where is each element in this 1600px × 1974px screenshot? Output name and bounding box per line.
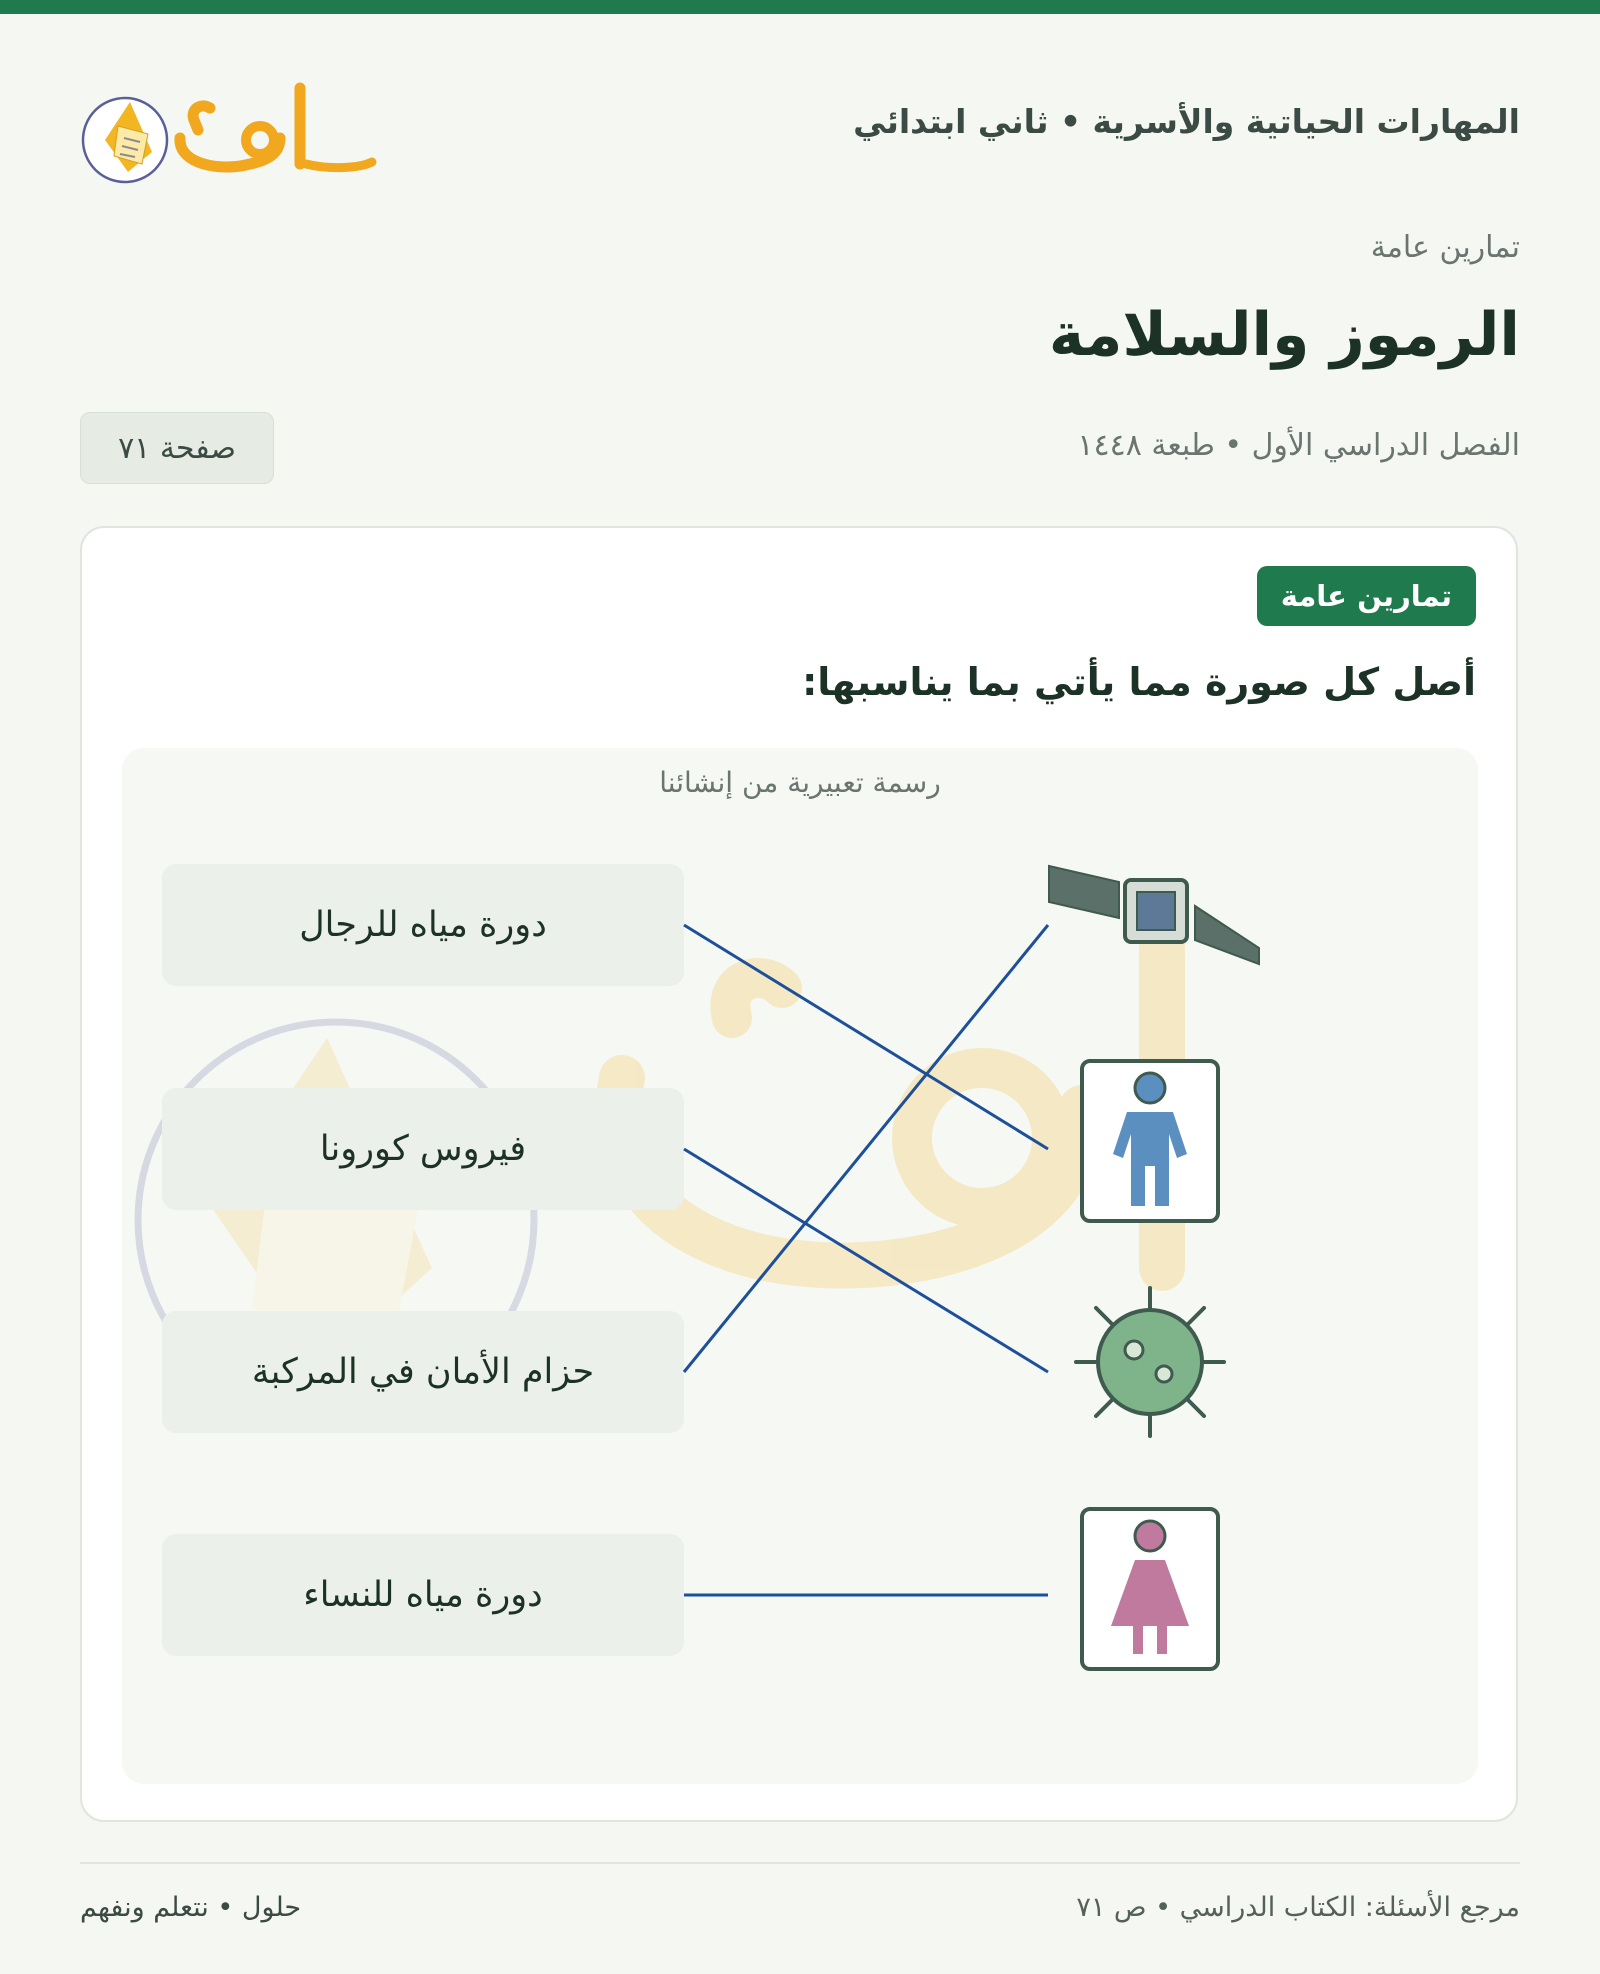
footer-brand[interactable]: حلول • نتعلم ونفهم [80,1892,302,1923]
footer-reference: مرجع الأسئلة: الكتاب الدراسي • ص ٧١ [1076,1892,1520,1923]
page-number-badge: صفحة ٧١ [80,412,274,484]
footer-divider [80,1862,1520,1864]
option-seatbelt[interactable]: حزام الأمان في المركبة [162,1311,684,1433]
match-line-0 [684,925,1048,1149]
matching-figure [122,748,1478,1784]
subject-title: المهارات الحياتية والأسرية • ثاني ابتدائي [853,102,1520,141]
option-corona-virus[interactable]: فيروس كورونا [162,1088,684,1210]
exercise-card [80,526,1518,1822]
option-male-toilet[interactable]: دورة مياه للرجال [162,864,684,986]
male-toilet-icon[interactable] [1079,1058,1221,1224]
virus-icon[interactable] [1072,1284,1228,1440]
figure-note: رسمة تعبيرية من إنشائنا [659,766,941,799]
exercise-tag: تمارين عامة [1257,566,1476,626]
seatbelt-icon[interactable] [1047,860,1267,972]
term-info: الفصل الدراسي الأول • طبعة ١٤٤٨ [1077,428,1520,463]
option-female-toilet[interactable]: دورة مياه للنساء [162,1534,684,1656]
female-toilet-icon[interactable] [1079,1506,1221,1672]
match-line-2 [684,925,1048,1372]
section-label: تمارين عامة [1370,230,1520,265]
page-header [80,60,1520,190]
logo-icon [80,68,380,188]
page-title: الرموز والسلامة [1048,300,1520,370]
match-line-1 [684,1149,1048,1372]
matching-lines [122,748,1478,1784]
brand-logo[interactable] [80,68,380,188]
top-accent-bar [0,0,1600,14]
question-text: أصل كل صورة مما يأتي بما يناسبها: [802,660,1476,704]
